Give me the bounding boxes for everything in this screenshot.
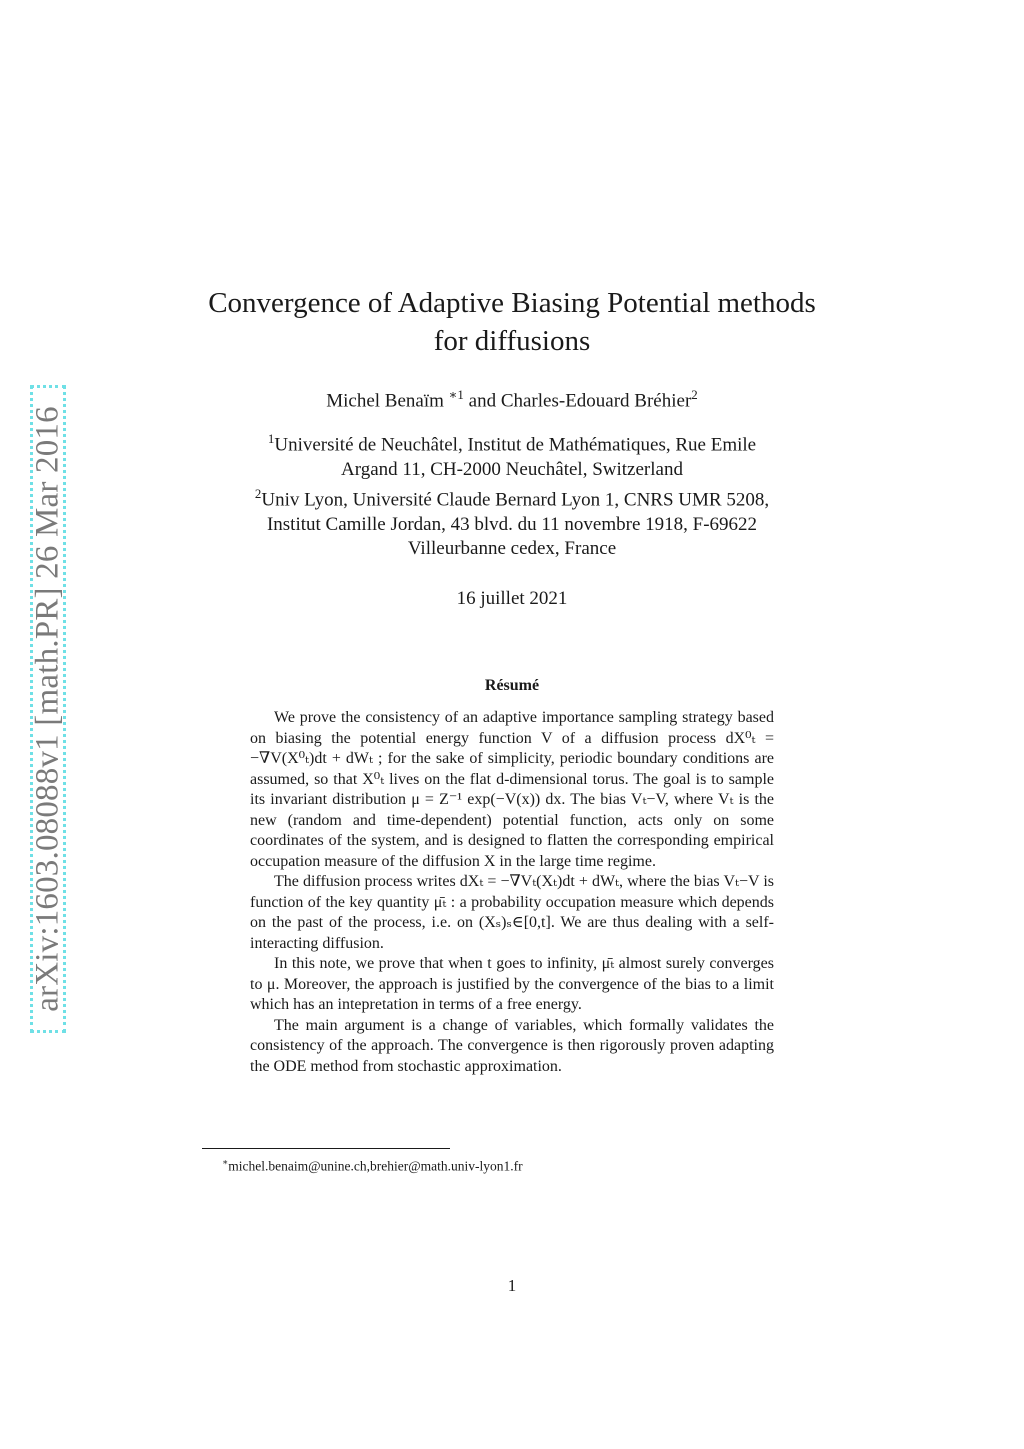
author-1-marks: ∗1 (448, 387, 464, 402)
title-line-1: Convergence of Adaptive Biasing Potential methods (208, 287, 816, 319)
affiliation-2-line-1: Univ Lyon, Université Claude Bernard Lyon 1, CNRS UMR 5208, (261, 489, 770, 511)
footnote-divider (202, 1148, 450, 1149)
arxiv-identifier[interactable]: arXiv:1603.08088v1 [math.PR] 26 Mar 2016 (29, 406, 66, 1012)
paper-title (150, 284, 874, 360)
title-line-2: for diffusions (433, 325, 591, 357)
abstract-heading: Résumé (484, 677, 540, 694)
footnote-mark: ∗ (222, 1157, 229, 1167)
author-2-marks: 2 (691, 387, 698, 402)
abstract-paragraph-3: In this note, we prove that when t goes to infinity, μ̄ₜ almost surely converges to μ. Moreover, the approach is justified by the convergence of the bias to a limit which has an intepretation in terms of a free energy. (250, 955, 774, 1013)
paper-date: 16 juillet 2021 (456, 588, 568, 609)
affiliation-2-line-2: Institut Camille Jordan, 43 blvd. du 11 novembre 1918, F-69622 (266, 513, 758, 535)
author-2-name: Charles-Edouard Bréhier (500, 390, 692, 412)
abstract-body (250, 708, 774, 1077)
affiliation-1-mark: 1 (267, 431, 275, 446)
affiliation-1-line-2: Argand 11, CH-2000 Neuchâtel, Switzerland (341, 458, 683, 480)
affiliation-2-line-3: Villeurbanne cedex, France (407, 537, 617, 559)
affiliation-2-mark: 2 (254, 485, 262, 501)
arxiv-sidebar-stamp[interactable] (30, 385, 66, 1033)
author-conjunction: and (463, 390, 501, 412)
affiliation-1 (150, 427, 874, 482)
abstract-paragraph-1: We prove the consistency of an adaptive importance sampling strategy based on biasing the potential energy function V of a diffusion process dX⁰ₜ = −∇V(X⁰ₜ)dt + dWₜ ; for the sake of simplicity, periodic boundary conditions are assumed, so that X⁰ₜ lives on the flat d-dimensional torus. The goal is to sample its invariant distribution μ = Z⁻¹ exp(−V(x)) dx. The bias Vₜ−V, where Vₜ is the new (random and time-dependent) potential function, acts only on some coordinates of the system, and is designed to flatten the corresponding empirical occupation measure of the diffusion X in the large time regime. (250, 709, 774, 870)
footnote (222, 1153, 523, 1176)
author-1-name: Michel Benaïm (326, 390, 449, 412)
affiliation-1-line-1: Université de Neuchâtel, Institut de Mathématiques, Rue Emile (274, 434, 757, 456)
footnote-emails[interactable]: michel.benaim@unine.ch,brehier@math.univ-lyon1.fr (228, 1158, 523, 1174)
author-list (150, 382, 874, 414)
affiliations (150, 427, 874, 561)
abstract-paragraph-2: The diffusion process writes dXₜ = −∇Vₜ(Xₜ)dt + dWₜ, where the bias Vₜ−V is function of the key quantity μ̄ₜ : a probability occupation measure which depends on the past of the process, i.e. on (Xₛ)ₛ∈[0,t]. We are thus dealing with a self-interacting diffusion. (250, 873, 774, 952)
page-number: 1 (507, 1276, 517, 1295)
abstract-paragraph-4: The main argument is a change of variables, which formally validates the consistency of the approach. The convergence is then rigorously proven adapting the ODE method from stochastic approximation. (250, 1016, 774, 1075)
affiliation-2 (150, 482, 874, 561)
